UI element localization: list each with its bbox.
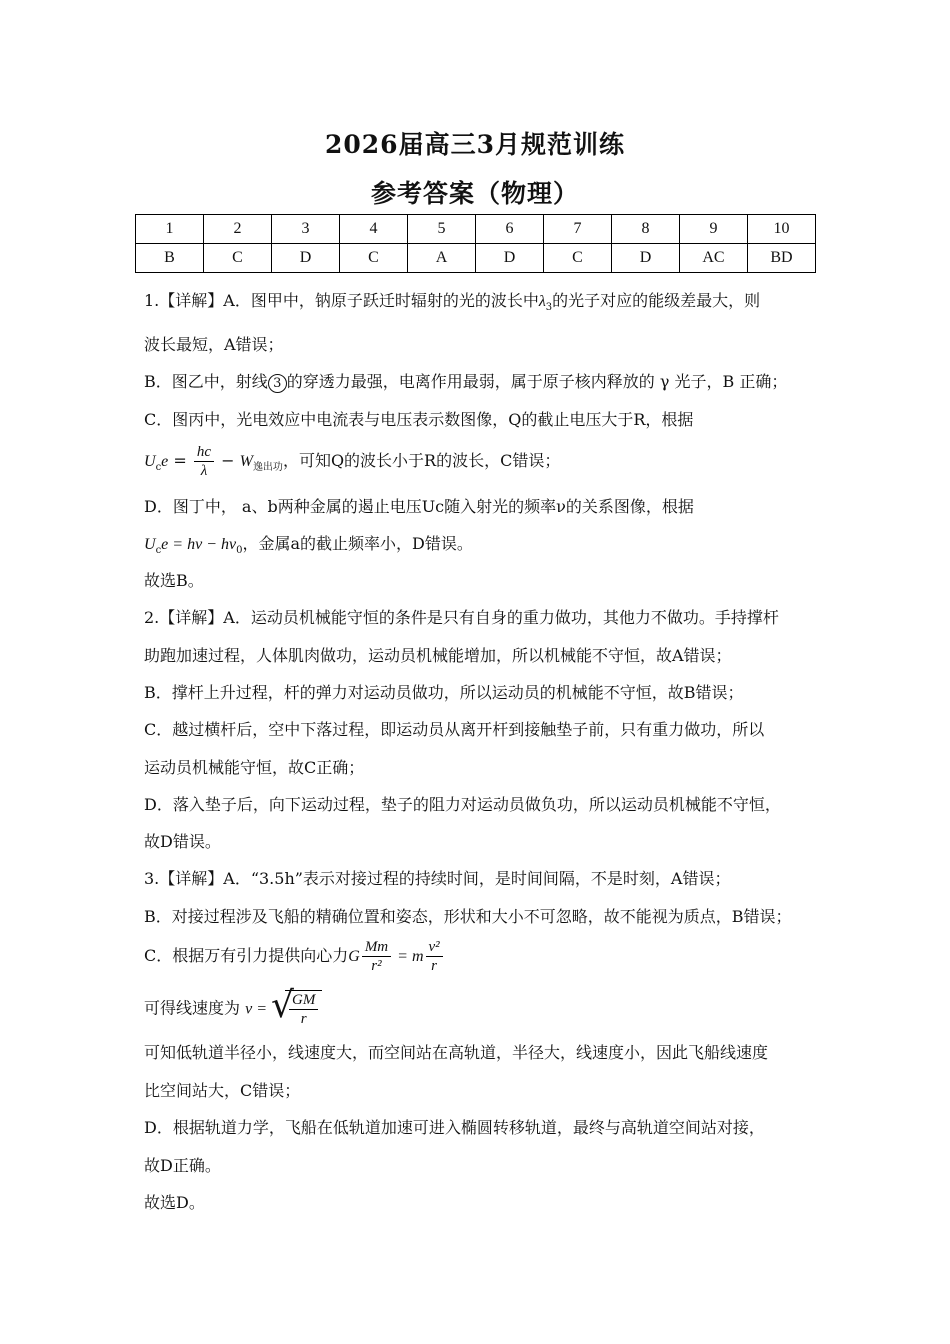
q1-text: 的穿透力最强，电离作用最弱，属于原子核内释放的 γ 光子，B 正确；: [286, 372, 788, 391]
formula-expression: = m: [393, 948, 424, 965]
q2-line-2: 助跑加速过程，人体肌肉做功，运动员机械能增加，所以机械能不守恒，故A错误；: [144, 646, 732, 665]
q2-line-4: C．越过横杆后，空中下落过程，即运动员从离开杆到接触垫子前，只有重力做功，所以: [144, 720, 765, 739]
formula-symbol: G: [348, 948, 360, 965]
formula-operator: −: [216, 451, 240, 470]
q1-text: B．图乙中，射线: [144, 372, 268, 391]
question-number-cell: 4: [340, 215, 408, 244]
q3-line-2: B．对接过程涉及飞船的精确位置和姿态，形状和大小不可忽略，故不能视为质点，B错误；: [144, 907, 792, 926]
fraction-denominator: r: [300, 1011, 307, 1027]
formula-expression: e = hν − hν: [161, 536, 237, 553]
q2-line-5: 运动员机械能守恒，故C正确；: [144, 758, 365, 777]
q2-line-1: 2.【详解】A．运动员机械能守恒的条件是只有自身的重力做功，其他力不做功。手持撑杆: [144, 608, 779, 627]
fraction: [194, 443, 214, 480]
formula-symbol: U: [144, 453, 156, 470]
q3-conclusion: 故选D。: [144, 1193, 205, 1212]
circled-number: 3: [268, 374, 287, 393]
answer-table: [135, 214, 816, 273]
document-title: 2026届高三3月规范训练: [325, 130, 625, 159]
radical-sign: √: [271, 985, 294, 1026]
formula-operator: =: [168, 451, 192, 470]
q1-formula-2: [144, 533, 473, 562]
fraction-denominator: r: [431, 958, 437, 974]
fraction-numerator: v²: [426, 938, 443, 957]
answer-cell: AC: [680, 244, 748, 273]
lambda-symbol: λ: [538, 293, 546, 310]
answer-cell: C: [204, 244, 272, 273]
formula-subscript: c: [155, 545, 162, 557]
question-number-cell: 7: [544, 215, 612, 244]
q1-conclusion: 故选B。: [144, 571, 204, 590]
q3-line-1: 3.【详解】A．“3.5h”表示对接过程的持续时间，是时间间隔，不是时刻，A错误；: [144, 869, 731, 888]
q1-formula-1: [144, 443, 560, 480]
q1-text: 的光子对应的能级差最大，则: [552, 291, 761, 310]
fraction-numerator: hc: [194, 443, 214, 462]
document-subtitle: 参考答案（物理）: [370, 179, 579, 208]
fraction-denominator: λ: [200, 463, 208, 479]
formula-subscript: c: [155, 462, 162, 474]
fraction-denominator: r²: [371, 958, 382, 974]
answer-cell: D: [272, 244, 340, 273]
q3-formula-2: [144, 985, 322, 1028]
question-number-cell: 10: [748, 215, 816, 244]
q2-line-7: 故D错误。: [144, 832, 221, 851]
answer-cell: BD: [748, 244, 816, 273]
q3-text: 可得线速度为: [144, 998, 241, 1018]
question-number-cell: 5: [408, 215, 476, 244]
answer-cell: C: [544, 244, 612, 273]
fraction: [426, 938, 443, 975]
lambda-subscript: 3: [545, 302, 553, 314]
q1-line-4: C．图丙中，光电效应中电流表与电压表示数图像，Q的截止电压大于R，根据: [144, 410, 694, 429]
question-number-cell: 8: [612, 215, 680, 244]
q3-formula-1: [144, 938, 445, 975]
answer-table-number-row: [136, 215, 816, 244]
q1-line-1: [144, 290, 760, 319]
q1-text: 1.【详解】A．图甲中，钠原子跃迁时辐射的光的波长中: [144, 291, 539, 310]
q1-text: ，金属a的截止频率小，D错误。: [242, 534, 473, 553]
question-number-cell: 9: [680, 215, 748, 244]
formula-symbol: U: [144, 536, 156, 553]
q1-text: ，可知Q的波长小于R的波长，C错误；: [282, 451, 561, 470]
formula-expression: v =: [245, 1000, 272, 1018]
answer-cell: D: [612, 244, 680, 273]
question-number-cell: 1: [136, 215, 204, 244]
fraction: [362, 938, 391, 975]
formula-symbol: W: [239, 453, 253, 470]
formula-subscript: 逸出功: [252, 462, 283, 474]
q1-line-6: D．图丁中， a、b两种金属的遏止电压Uc随入射光的频率ν的关系图像，根据: [144, 497, 694, 516]
q3-line-7: D．根据轨道力学，飞船在低轨道加速可进入椭圆转移轨道，最终与高轨道空间站对接，: [144, 1118, 765, 1137]
answer-cell: A: [408, 244, 476, 273]
answer-table-answer-row: [136, 244, 816, 273]
q2-line-3: B．撑杆上升过程，杆的弹力对运动员做功，所以运动员的机械能不守恒，故B错误；: [144, 683, 744, 702]
answer-cell: D: [476, 244, 544, 273]
q3-text: C．根据万有引力提供向心力: [144, 946, 349, 965]
q3-line-5: 可知低轨道半径小，线速度大，而空间站在高轨道，半径大，线速度小，因此飞船线速度: [144, 1043, 769, 1062]
answer-cell: C: [340, 244, 408, 273]
question-number-cell: 2: [204, 215, 272, 244]
q3-line-8: 故D正确。: [144, 1156, 221, 1175]
q1-line-3: [144, 371, 787, 393]
question-number-cell: 3: [272, 215, 340, 244]
q2-line-6: D．落入垫子后，向下运动过程，垫子的阻力对运动员做负功，所以运动员机械能不守恒，: [144, 795, 781, 814]
square-root: [271, 985, 322, 1028]
formula-symbol: e: [161, 453, 169, 470]
fraction-numerator: Mm: [362, 938, 391, 957]
q3-line-6: 比空间站大，C错误；: [144, 1081, 301, 1100]
q1-line-2: 波长最短，A错误；: [144, 335, 284, 354]
formula-subscript: 0: [236, 545, 243, 557]
fraction-numerator: GM: [289, 991, 318, 1010]
answer-cell: B: [136, 244, 204, 273]
question-number-cell: 6: [476, 215, 544, 244]
